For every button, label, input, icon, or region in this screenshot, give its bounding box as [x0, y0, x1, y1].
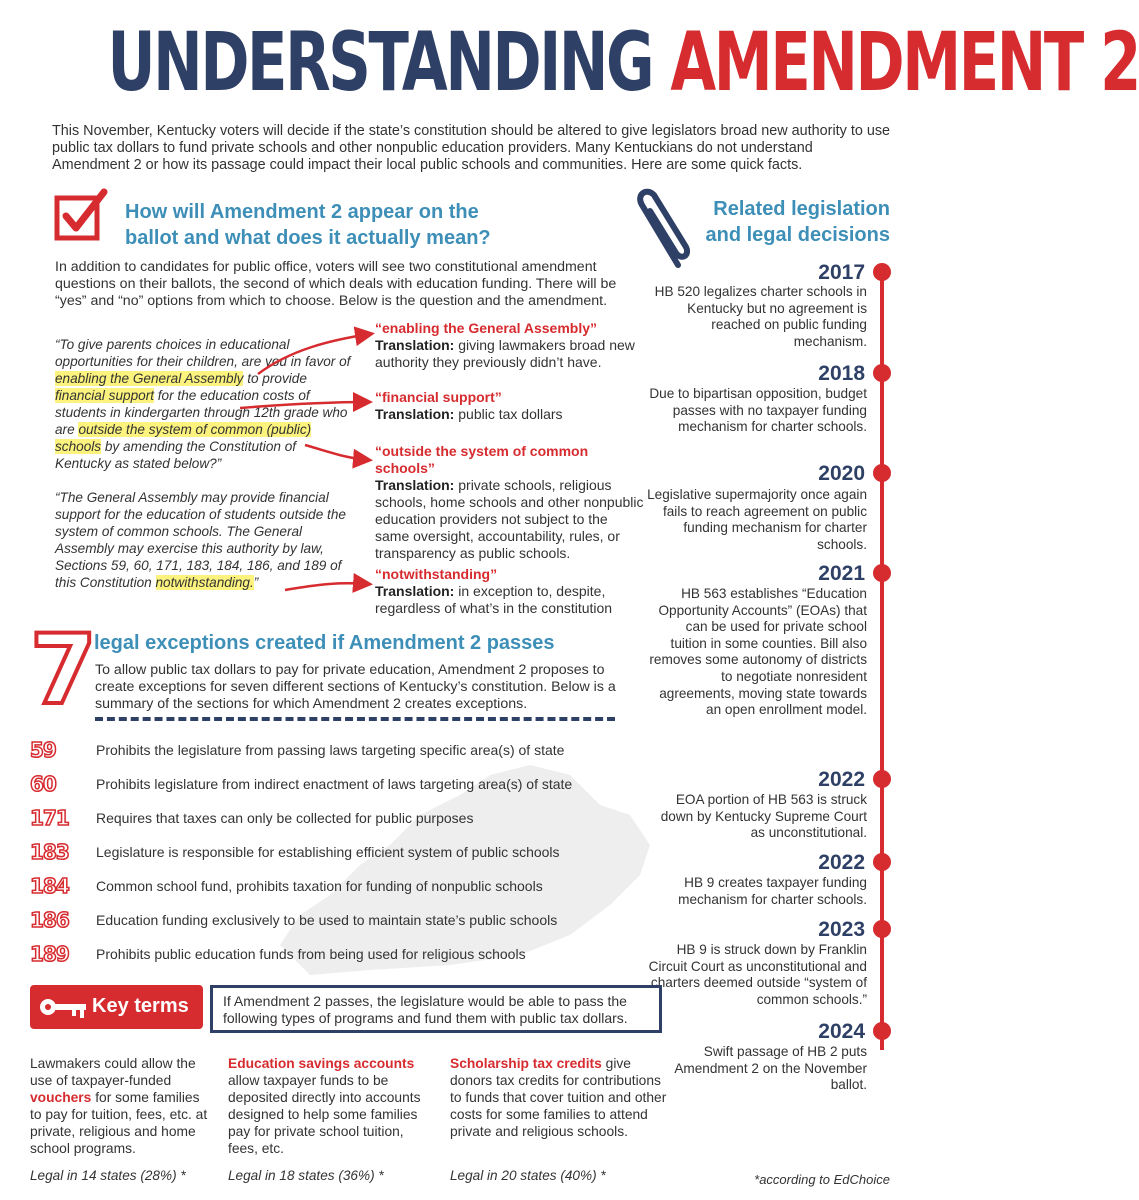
- related-legislation-heading: [690, 196, 890, 248]
- key-icon: [38, 993, 92, 1021]
- key-term-pre: Lawmakers could allow the use of taxpayer-funded: [30, 1056, 196, 1088]
- key-term-education-savings-accounts: [228, 1055, 428, 1157]
- section-number: 59: [30, 738, 56, 762]
- section-number: 184: [30, 874, 69, 898]
- highlight-outside-common-schools: outside the system of common (public) schools: [55, 422, 312, 454]
- timeline-year: 2018: [818, 362, 865, 385]
- ballot-heading-line1: How will Amendment 2 appear on the: [125, 201, 479, 223]
- timeline-year: 2022: [818, 768, 865, 791]
- timeline-description: HB 520 legalizes charter schools in Kentucky but no agreement is reached on public funding mechanism.: [654, 284, 867, 349]
- section-row-184: [30, 874, 650, 898]
- section-row-183: [30, 840, 650, 864]
- question-fragment: for the education costs of students in kindergarten through 12th grade who are: [55, 388, 348, 437]
- section-row-60: [30, 772, 650, 796]
- timeline-description: Due to bipartisan opposition, budget passes with no taxpayer funding mechanism for charter schools.: [649, 386, 867, 435]
- intro-paragraph: This November, Kentucky voters will decide if the state’s constitution should be altered to give legislators broad new authority to use public tax dollars to fund private schools and other nonpublic education providers. Many Kentuckians do not understand Amendment 2 or how its passage could impact their local public schools and communities. Here are some quick facts.: [52, 123, 891, 173]
- footnote: *according to EdChoice: [754, 1172, 890, 1187]
- timeline-dot: [873, 1022, 891, 1040]
- section-number: 171: [30, 806, 69, 830]
- timeline-dot: [873, 853, 891, 871]
- section-description: Common school fund, prohibits taxation for funding of nonpublic schools: [96, 878, 543, 894]
- section-row-186: [30, 908, 650, 932]
- translation-text: in exception to, despite, regardless of what’s in the constitution: [375, 583, 613, 616]
- ballot-question: [55, 336, 355, 472]
- ballot-section-heading: [125, 199, 545, 251]
- timeline-year: 2024: [818, 1020, 865, 1043]
- translation-term: “financial support”: [375, 389, 502, 405]
- section-description: Legislature is responsible for establishing efficient system of public schools: [96, 844, 560, 860]
- amendment-fragment: “The General Assembly may provide financial support for the education of students outside the system of common schools. The General Assembly may exercise this authority by law, Sections 59, 60, 171, 183, 184, 186, and 189 of this Constitution: [55, 490, 346, 590]
- question-fragment: “To give parents choices in educational opportunities for their children, are you in favor of: [55, 337, 351, 369]
- key-terms-box-text: If Amendment 2 passes, the legislature would be able to pass the following types of programs and fund them with public tax dollars.: [223, 993, 628, 1026]
- section-description: Prohibits public education funds from being used for religious schools: [96, 946, 526, 962]
- dashed-divider: [95, 717, 615, 721]
- timeline-year: 2020: [818, 462, 865, 485]
- translation-block-2: [375, 389, 645, 423]
- key-term-post: give donors tax credits for contributions to funds that cover tuition and other costs for some families to attend private and religious schools.: [450, 1056, 667, 1139]
- key-terms-banner: [30, 985, 203, 1029]
- key-term-name: vouchers: [30, 1090, 92, 1105]
- question-fragment: to provide: [243, 371, 307, 386]
- big-number-seven: 7: [30, 614, 97, 726]
- timeline-dot: [873, 464, 891, 482]
- timeline-year: 2021: [818, 562, 865, 585]
- timeline-dot: [873, 564, 891, 582]
- amendment-fragment: ”: [253, 575, 259, 590]
- translation-block-4: [375, 566, 645, 617]
- timeline-description: Legislative supermajority once again fails to reach agreement on public funding mechanism for charter schools.: [647, 487, 867, 552]
- section-number: 60: [30, 772, 56, 796]
- related-heading-line1: Related legislation: [713, 198, 890, 220]
- key-term-name: Scholarship tax credits: [450, 1056, 602, 1071]
- section-description: Education funding exclusively to be used to maintain state’s public schools: [96, 912, 558, 928]
- key-term-legal-count: Legal in 18 states (36%) *: [228, 1168, 384, 1183]
- ballot-question-text: [55, 336, 355, 608]
- translation-block-1: [375, 320, 645, 371]
- key-term-legal-count: Legal in 20 states (40%) *: [450, 1168, 606, 1183]
- section-number: 183: [30, 840, 69, 864]
- section-row-189: [30, 942, 650, 966]
- translation-term: “notwithstanding”: [375, 566, 498, 582]
- translation-term: “enabling the General Assembly”: [375, 320, 597, 336]
- timeline-dot: [873, 770, 891, 788]
- ballot-heading-line2: ballot and what does it actually mean?: [125, 227, 491, 249]
- key-term-name: Education savings accounts: [228, 1056, 415, 1071]
- timeline-description: HB 9 is struck down by Franklin Circuit Court as unconstitutional and charters deemed outside “system of common schools.”: [648, 942, 867, 1007]
- timeline-year: 2023: [818, 918, 865, 941]
- key-terms-label: Key terms: [92, 995, 189, 1017]
- section-number: 189: [30, 942, 69, 966]
- page-title: [107, 14, 1139, 124]
- section-number: 186: [30, 908, 69, 932]
- timeline-description: Swift passage of HB 2 puts Amendment 2 on the November ballot.: [674, 1044, 867, 1093]
- translation-label: Translation:: [375, 337, 455, 353]
- question-fragment: by amending the Constitution of Kentucky as stated below?”: [55, 439, 297, 471]
- highlight-enabling-general-assembly: enabling the General Assembly: [55, 371, 244, 386]
- paperclip-icon: [628, 185, 690, 275]
- section-description: Requires that taxes can only be collected for public purposes: [96, 810, 474, 826]
- section-row-171: [30, 806, 650, 830]
- translation-text: giving lawmakers broad new authority they previously didn’t have.: [375, 337, 635, 370]
- timeline-description: HB 563 establishes “Education Opportunity Accounts” (EOAs) that can be used for private school tuition in some counties. Bill also removes some autonomy of districts to negotiate nonresident agreements, moving state towards an open enrollment model.: [649, 586, 867, 718]
- related-heading-line2: and legal decisions: [705, 224, 890, 246]
- translation-label: Translation:: [375, 406, 455, 422]
- checkmark-box-icon: [54, 188, 108, 242]
- amendment-text: [55, 489, 355, 591]
- key-term-post: allow taxpayer funds to be deposited directly into accounts designed to help some families pay for private school tuition, fees, etc.: [228, 1073, 421, 1156]
- title-part-amendment: AMENDMENT 2: [670, 15, 1139, 110]
- exceptions-intro: To allow public tax dollars to pay for private education, Amendment 2 proposes to create exceptions for seven different sections of Kentucky’s constitution. Below is a summary of the sections for which Amendment 2 creates exceptions.: [95, 662, 616, 712]
- exceptions-heading: legal exceptions created if Amendment 2 passes: [94, 632, 555, 654]
- section-description: Prohibits legislature from indirect enactment of laws targeting area(s) of state: [96, 776, 573, 792]
- highlight-financial-support: financial support: [55, 388, 154, 403]
- key-term-vouchers: [30, 1055, 210, 1157]
- title-part-understanding: UNDERSTANDING: [107, 15, 653, 110]
- translation-text: public tax dollars: [454, 406, 563, 422]
- highlight-notwithstanding: notwithstanding.: [155, 575, 254, 590]
- timeline-dot: [873, 263, 891, 281]
- key-term-legal-count: Legal in 14 states (28%) *: [30, 1168, 186, 1183]
- timeline-dot: [873, 364, 891, 382]
- timeline-dot: [873, 920, 891, 938]
- translation-label: Translation:: [375, 583, 455, 599]
- section-description: Prohibits the legislature from passing laws targeting specific area(s) of state: [96, 742, 565, 758]
- key-terms-box: [210, 985, 662, 1033]
- timeline-description: HB 9 creates taxpayer funding mechanism for charter schools.: [678, 875, 867, 907]
- timeline-description: EOA portion of HB 563 is struck down by Kentucky Supreme Court as unconstitutional.: [660, 792, 867, 841]
- translation-term: “outside the system of common schools”: [375, 443, 589, 476]
- translation-label: Translation:: [375, 477, 455, 493]
- key-term-scholarship-tax-credits: [450, 1055, 670, 1140]
- translation-text: private schools, religious schools, home schools and other nonpublic education providers not subject to the same oversight, accountability, rules, or transparency as public schools.: [375, 477, 644, 561]
- translation-block-3: [375, 443, 645, 562]
- timeline-year: 2017: [818, 261, 865, 284]
- key-term-post: for some families to pay for tuition, fees, etc. at private, religious and home school programs.: [30, 1090, 208, 1156]
- ballot-intro-paragraph: In addition to candidates for public office, voters will see two constitutional amendment questions on their ballots, the second of which deals with education funding. There will be “yes” and “no” options from which to choose. Below is the question and the amendment.: [55, 259, 617, 309]
- timeline-year: 2022: [818, 851, 865, 874]
- section-row-59: [30, 738, 650, 762]
